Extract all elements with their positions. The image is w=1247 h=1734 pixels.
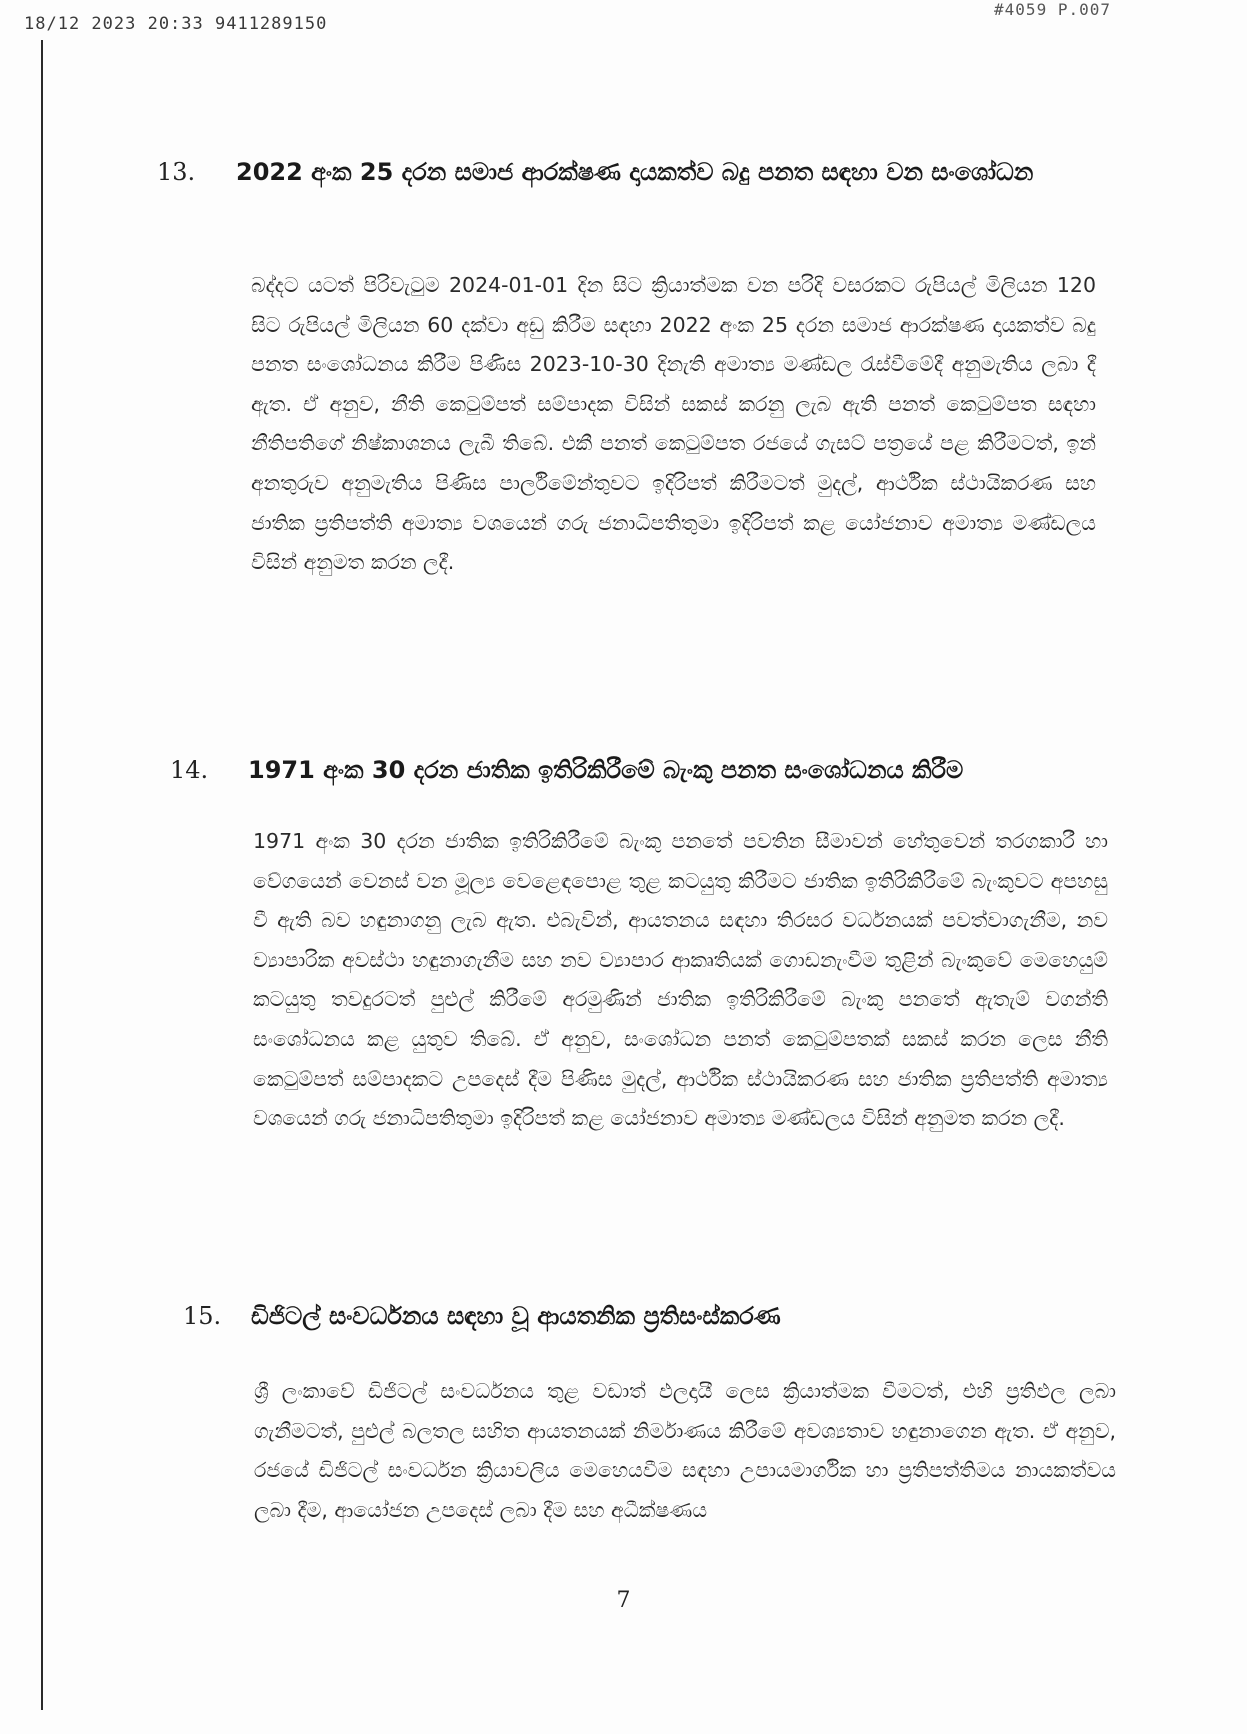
fax-header-left: 18/12 2023 20:33 9411289150 (24, 14, 328, 34)
item-body: බද්දට යටත් පිරිවැටුම 2024-01-01 දින සිට ක්‍රියාත්මක වන පරිදි වසරකට රුපියල් මිලියන 120 සිට රුපියල් මිලියන 60 දක්වා අඩු කිරීම සඳහා 2022 අංක 25 දරන සමාජ ආරක්ෂණ දායකත්ව බදු පනත සංශෝධනය කිරීම පිණිස 2023-10-30 දිනැති අමාත්‍ය මණ්ඩල රැස්වීමේදී අනුමැතිය ලබා දී ඇත. ඒ අනුව, නීති කෙටුම්පත් සම්පාදක විසින් සකස් කරනු ලැබ ඇති පනත් කෙටුම්පත සඳහා නීතිපතිගේ නිෂ්කාශනය ලැබී තිබේ. එකී පනත් කෙටුම්පත රජයේ ගැසට් පත්‍රයේ පළ කිරීමටත්, ඉන් අනතුරුව අනුමැතිය පිණිස පාර්ලිමේන්තුවට ඉදිරිපත් කිරීමටත් මුදල්, ආර්ථික ස්ථායිකරණ සහ ජාතික ප්‍රතිපත්ති අමාත්‍ය වශයෙන් ගරු ජනාධිපතිතුමා ඉදිරිපත් කළ යෝජනාව අමාත්‍ය මණ්ඩලය විසින් අනුමත කරන ලදී. (251, 273, 1096, 575)
item-heading: ඩිජිටල් සංවර්ධනය සඳහා වූ ආයතනික ප්‍රතිසංස්කරණ (251, 1302, 781, 1330)
page-number: 7 (616, 1588, 631, 1613)
item-number: 15. (183, 1302, 222, 1330)
left-margin-rule (41, 40, 43, 1710)
item-number: 13. (157, 158, 196, 186)
item-heading: 1971 අංක 30 දරන ජාතික ඉතිරිකිරීමේ බැංකු පනත සංශෝධනය කිරීම (248, 756, 964, 784)
item-heading: 2022 අංක 25 දරන සමාජ ආරක්ෂණ දායකත්ව බදු පනත සඳහා වන සංශෝධන (236, 158, 1034, 186)
fax-header-right: #4059 P.007 (994, 0, 1111, 19)
item-number: 14. (170, 756, 209, 784)
item-body: ශ්‍රී ලංකාවේ ඩිජිටල් සංවර්ධනය තුළ වඩාත් ඵලදායී ලෙස ක්‍රියාත්මක වීමටත්, එහි ප්‍රතිඵල ලබා ගැනීමටත්, පුළුල් බලතල සහිත ආයතනයක් නිර්මාණය කිරීමේ අවශ්‍යතාව හඳුනාගෙන ඇත. ඒ අනුව, රජයේ ඩිජිටල් සංවර්ධන ක්‍රියාවලිය මෙහෙයවීම සඳහා උපායමාර්ගික හා ප්‍රතිපත්තිමය නායකත්වය ලබා දීම, ආයෝජන උපදෙස් ලබා දීම සහ අධීක්ෂණය (254, 1379, 1116, 1522)
item-body: 1971 අංක 30 දරන ජාතික ඉතිරිකිරීමේ බැංකු පනතේ පවතින සීමාවන් හේතුවෙන් තරගකාරී හා වේගයෙන් වෙනස් වන මූල්‍ය වෙළෙඳපොළ තුළ කටයුතු කිරීමට ජාතික ඉතිරිකිරීමේ බැංකුවට අපහසු වී ඇති බව හඳුනාගනු ලැබ ඇත. එබැවින්, ආයතනය සඳහා තිරසර වර්ධනයක් පවත්වාගැනීම, නව ව්‍යාපාරික අවස්ථා හඳුනාගැනීම සහ නව ව්‍යාපාර ආකෘතියක් ගොඩනැංවීම තුළින් බැංකුවේ මෙහෙයුම් කටයුතු තවදුරටත් පුළුල් කිරීමේ අරමුණින් ජාතික ඉතිරිකිරීමේ බැංකු පනතේ ඇතැම් වගන්ති සංශෝධනය කළ යුතුව තිබේ. ඒ අනුව, සංශෝධන පනත් කෙටුම්පතක් සකස් කරන ලෙස නීති කෙටුම්පත් සම්පාදකට උපදෙස් දීම පිණිස මුදල්, ආර්ථික ස්ථායිකරණ සහ ජාතික ප්‍රතිපත්ති අමාත්‍ය වශයෙන් ගරු ජනාධිපතිතුමා ඉදිරිපත් කළ යෝජනාව අමාත්‍ය මණ්ඩලය විසින් අනුමත කරන ලදී. (253, 829, 1108, 1131)
